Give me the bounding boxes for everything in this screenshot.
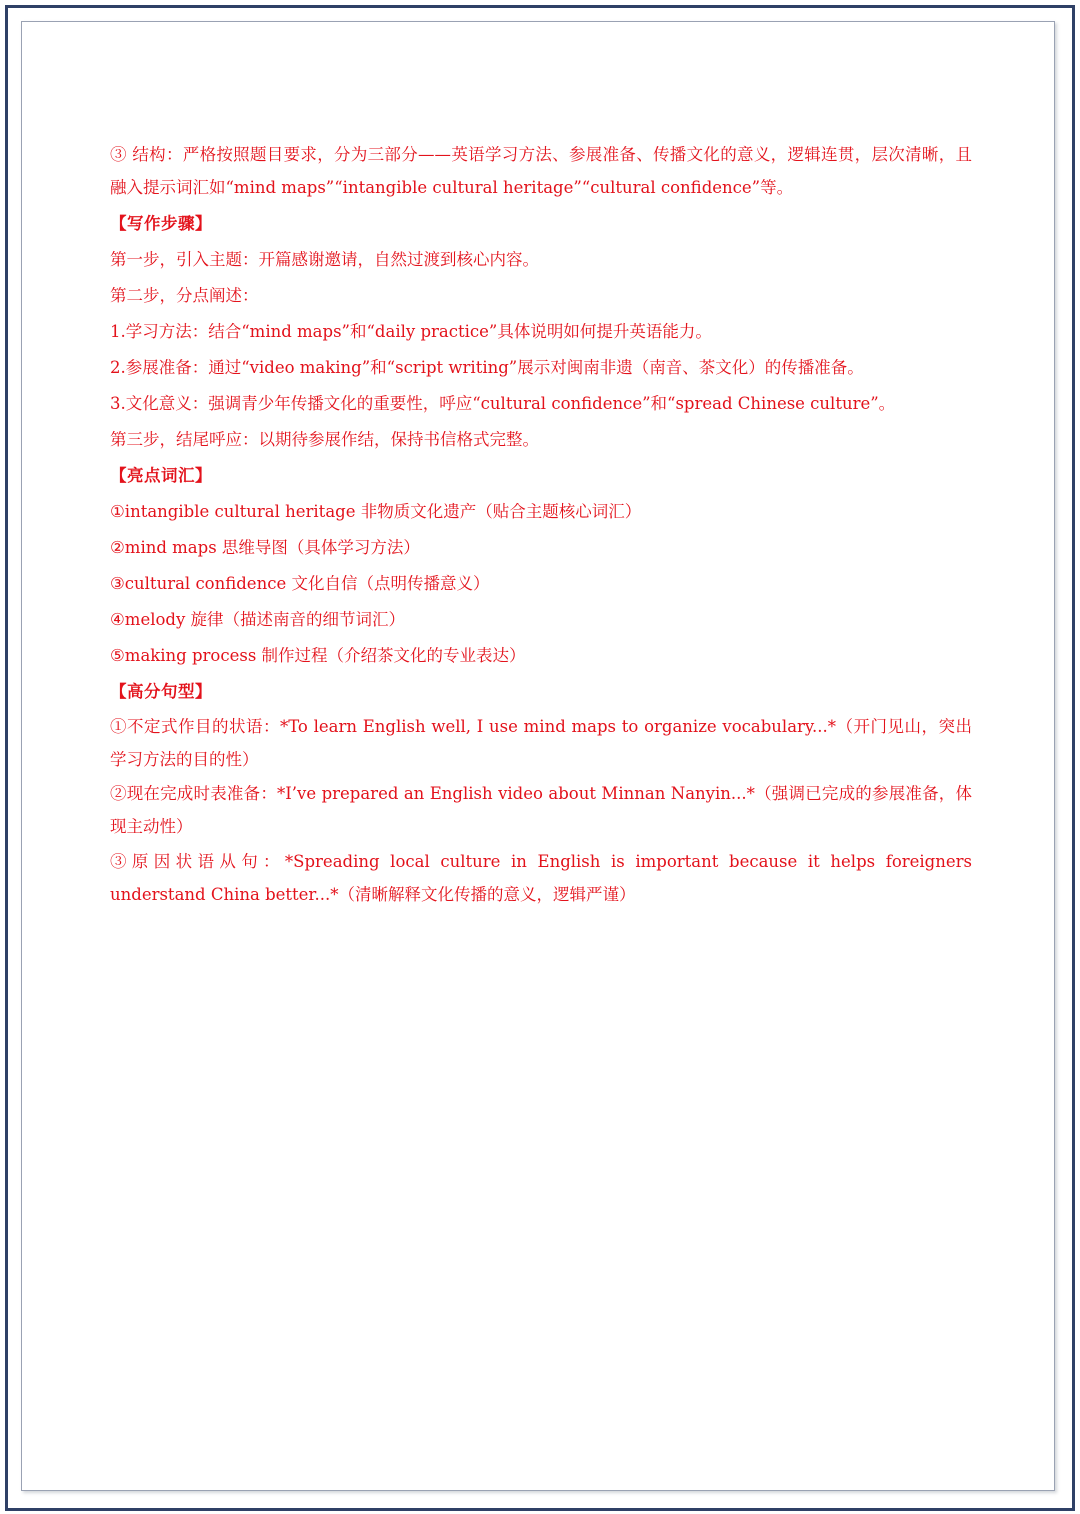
writing-step-2: 第二步，分点阐述： xyxy=(110,285,259,305)
structure-paragraph: ③ 结构：严格按照题目要求，分为三部分——英语学习方法、参展准备、传播文化的意义，逻辑连贯，层次清晰，且融入提示词汇如“mind maps”“intangible cultural heritage”“cultural confidence”等。 xyxy=(110,145,972,197)
vocabulary-item: ②mind maps 思维导图（具体学习方法） xyxy=(110,537,420,557)
vocabulary-heading: 【亮点词汇】 xyxy=(110,465,212,485)
vocabulary-item: ③cultural confidence 文化自信（点明传播意义） xyxy=(110,573,490,593)
vocabulary-item: ④melody 旋律（描述南音的细节词汇） xyxy=(110,609,406,629)
sentence-item: ③原因状语从句：*Spreading local culture in English is important because it helps foreigners understand China better...*（清晰解释文化传播的意义，逻辑严谨） xyxy=(110,851,972,904)
vocabulary-item: ①intangible cultural heritage 非物质文化遗产（贴合主题核心词汇） xyxy=(110,501,642,521)
sentences-heading: 【高分句型】 xyxy=(110,681,212,701)
vocabulary-item: ⑤making process 制作过程（介绍茶文化的专业表达） xyxy=(110,645,526,665)
writing-point-2: 2.参展准备：通过“video making”和“script writing”展示对闽南非遗（南音、茶文化）的传播准备。 xyxy=(110,357,864,377)
sentence-item: ①不定式作目的状语：*To learn English well, I use mind maps to organize vocabulary...*（开门见山，突出学习方法的目的性） xyxy=(110,716,972,769)
writing-steps-heading: 【写作步骤】 xyxy=(110,213,212,233)
document-body xyxy=(110,138,972,912)
writing-point-1: 1.学习方法：结合“mind maps”和“daily practice”具体说明如何提升英语能力。 xyxy=(110,321,712,341)
sentence-item: ②现在完成时表准备：*I’ve prepared an English video about Minnan Nanyin...*（强调已完成的参展准备，体现主动性） xyxy=(110,784,972,836)
writing-step-1: 第一步，引入主题：开篇感谢邀请，自然过渡到核心内容。 xyxy=(110,249,539,269)
writing-point-3: 3.文化意义：强调青少年传播文化的重要性，呼应“cultural confidence”和“spread Chinese culture”。 xyxy=(110,393,896,413)
writing-step-3: 第三步，结尾呼应：以期待参展作结，保持书信格式完整。 xyxy=(110,429,539,449)
